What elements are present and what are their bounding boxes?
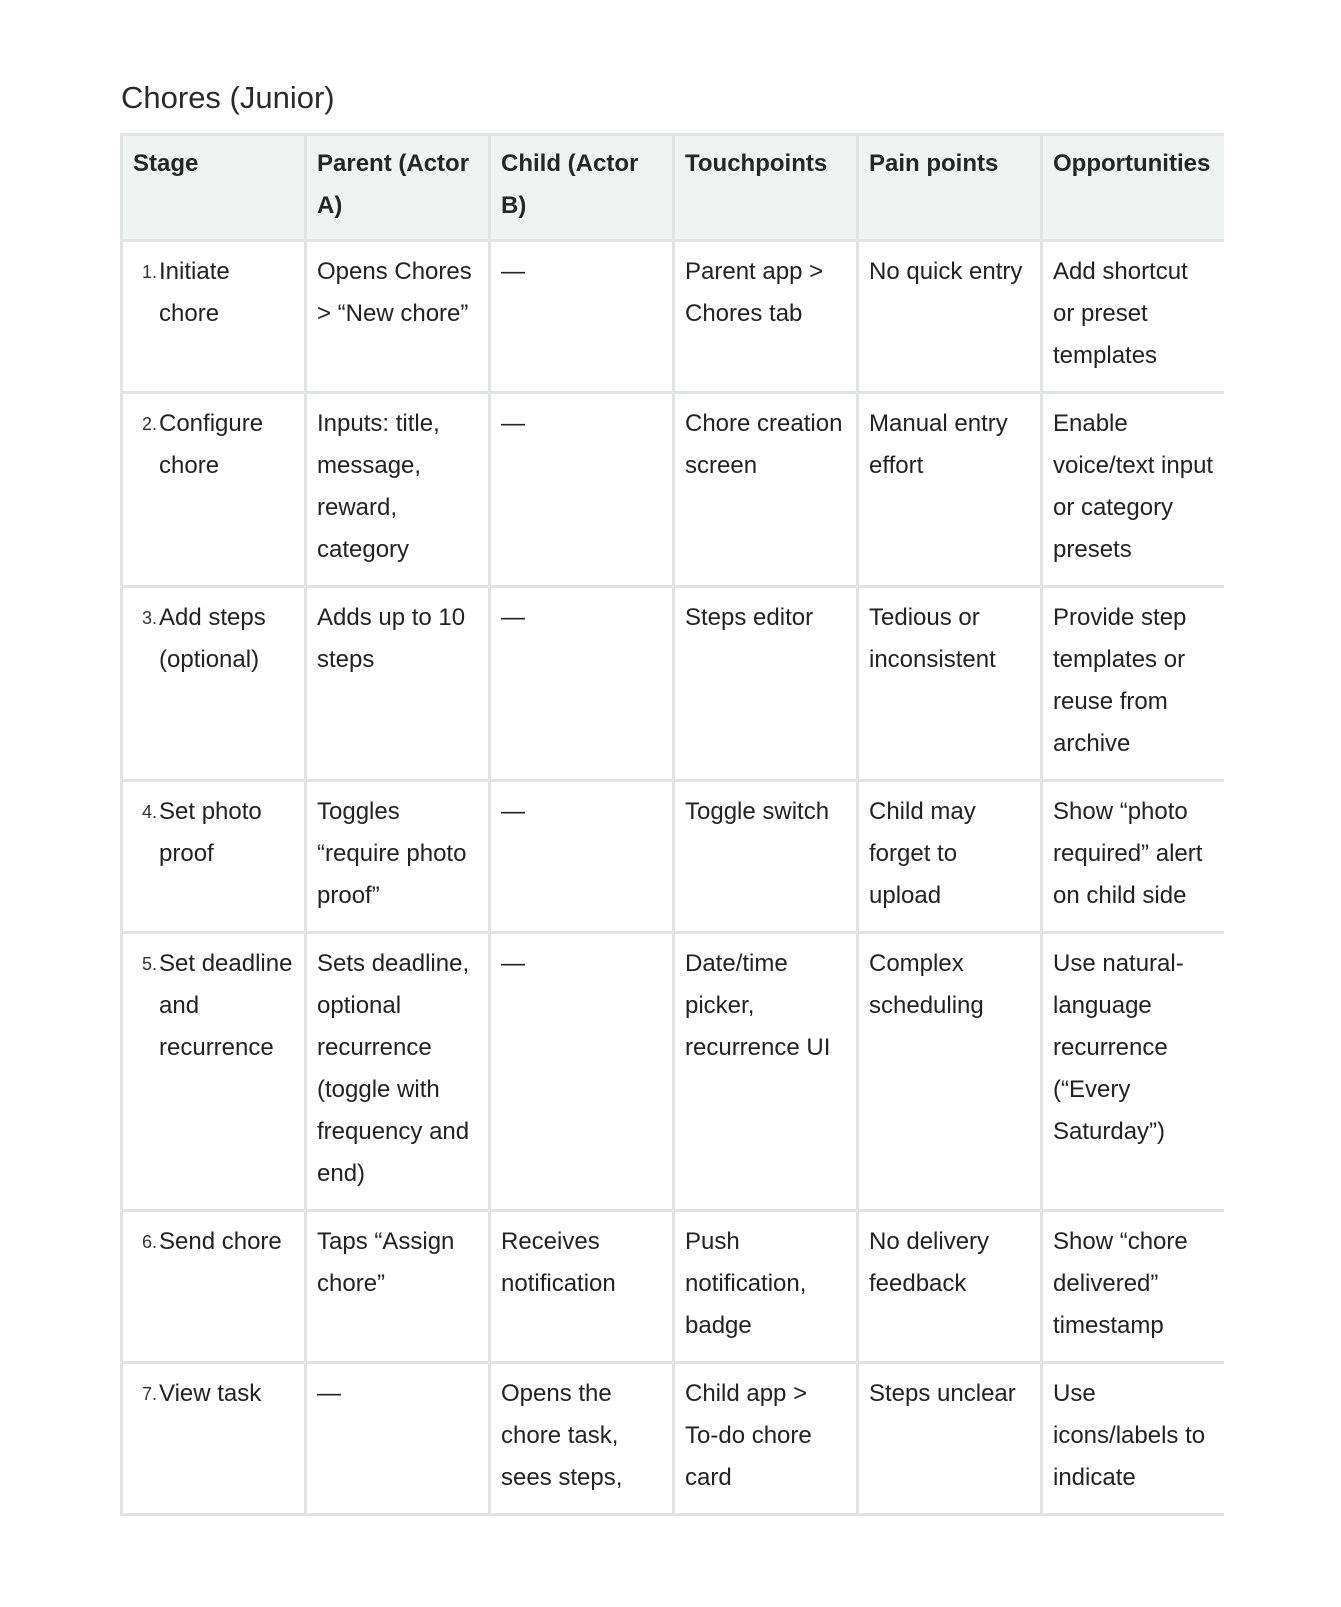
cell-stage bbox=[122, 781, 306, 933]
header-stage: Stage bbox=[122, 135, 306, 241]
cell-parent: Sets deadline, optional recurrence (toggle with frequency and end) bbox=[306, 933, 490, 1211]
cell-stage bbox=[122, 241, 306, 393]
stage-number: 2. bbox=[141, 414, 157, 434]
cell-opportunities: Use natural-language recurrence (“Every Saturday”) bbox=[1042, 933, 1225, 1211]
journey-table bbox=[120, 133, 1224, 1516]
stage-label: Send chore bbox=[159, 1228, 282, 1255]
stage-label: Configure chore bbox=[159, 410, 264, 479]
cell-stage bbox=[122, 393, 306, 587]
cell-stage bbox=[122, 933, 306, 1211]
cell-touchpoints: Date/time picker, recurrence UI bbox=[674, 933, 858, 1211]
stage-number: 1. bbox=[141, 262, 157, 282]
cell-stage bbox=[122, 1211, 306, 1363]
header-touchpoints: Touchpoints bbox=[674, 135, 858, 241]
cell-pain-points: Complex scheduling bbox=[858, 933, 1042, 1211]
cell-pain-points: Tedious or inconsistent bbox=[858, 587, 1042, 781]
stage-label: Add steps (optional) bbox=[159, 604, 266, 673]
stage-label: View task bbox=[159, 1380, 262, 1407]
cell-child: — bbox=[490, 393, 674, 587]
cell-child: — bbox=[490, 241, 674, 393]
cell-parent: — bbox=[306, 1363, 490, 1515]
cell-touchpoints: Child app > To-do chore card bbox=[674, 1363, 858, 1515]
cell-opportunities: Show “photo required” alert on child side bbox=[1042, 781, 1225, 933]
cell-touchpoints: Parent app > Chores tab bbox=[674, 241, 858, 393]
table-row bbox=[122, 781, 1225, 933]
cell-pain-points: No quick entry bbox=[858, 241, 1042, 393]
cell-child: — bbox=[490, 933, 674, 1211]
journey-table-container bbox=[120, 133, 1224, 1541]
page-title: Chores (Junior) bbox=[121, 80, 335, 115]
stage-label: Set deadline and recurrence bbox=[159, 950, 293, 1061]
stage-label: Initiate chore bbox=[159, 258, 230, 327]
cell-touchpoints: Steps editor bbox=[674, 587, 858, 781]
cell-child: Receives notification bbox=[490, 1211, 674, 1363]
table-row bbox=[122, 587, 1225, 781]
cell-opportunities: Add shortcut or preset templates bbox=[1042, 241, 1225, 393]
cell-touchpoints: Push notification, badge bbox=[674, 1211, 858, 1363]
cell-touchpoints: Chore creation screen bbox=[674, 393, 858, 587]
stage-label: Set photo proof bbox=[159, 798, 262, 867]
cell-parent: Inputs: title, message, reward, category bbox=[306, 393, 490, 587]
cell-opportunities: Provide step templates or reuse from archive bbox=[1042, 587, 1225, 781]
cell-stage bbox=[122, 1363, 306, 1515]
table-row bbox=[122, 393, 1225, 587]
table-body bbox=[122, 241, 1225, 1515]
cell-parent: Adds up to 10 steps bbox=[306, 587, 490, 781]
cell-child: — bbox=[490, 781, 674, 933]
header-child: Child (Actor B) bbox=[490, 135, 674, 241]
stage-number: 5. bbox=[141, 954, 157, 974]
header-parent: Parent (Actor A) bbox=[306, 135, 490, 241]
table-row bbox=[122, 933, 1225, 1211]
stage-number: 4. bbox=[141, 802, 157, 822]
header-row bbox=[122, 135, 1225, 241]
cell-child: Opens the chore task, sees steps, bbox=[490, 1363, 674, 1515]
cell-child: — bbox=[490, 587, 674, 781]
table-row bbox=[122, 1363, 1225, 1515]
table-header bbox=[122, 135, 1225, 241]
cell-touchpoints: Toggle switch bbox=[674, 781, 858, 933]
cell-opportunities: Enable voice/text input or category presets bbox=[1042, 393, 1225, 587]
cell-parent: Opens Chores > “New chore” bbox=[306, 241, 490, 393]
cell-opportunities: Use icons/labels to indicate bbox=[1042, 1363, 1225, 1515]
table-row bbox=[122, 1211, 1225, 1363]
cell-opportunities: Show “chore delivered” timestamp bbox=[1042, 1211, 1225, 1363]
cell-pain-points: Manual entry effort bbox=[858, 393, 1042, 587]
stage-number: 6. bbox=[141, 1232, 157, 1252]
cell-pain-points: No delivery feedback bbox=[858, 1211, 1042, 1363]
stage-number: 7. bbox=[141, 1384, 157, 1404]
cell-pain-points: Child may forget to upload bbox=[858, 781, 1042, 933]
table-row bbox=[122, 241, 1225, 393]
cell-stage bbox=[122, 587, 306, 781]
cell-pain-points: Steps unclear bbox=[858, 1363, 1042, 1515]
cell-parent: Toggles “require photo proof” bbox=[306, 781, 490, 933]
header-pain-points: Pain points bbox=[858, 135, 1042, 241]
stage-number: 3. bbox=[141, 608, 157, 628]
header-opportunities: Opportunities bbox=[1042, 135, 1225, 241]
cell-parent: Taps “Assign chore” bbox=[306, 1211, 490, 1363]
